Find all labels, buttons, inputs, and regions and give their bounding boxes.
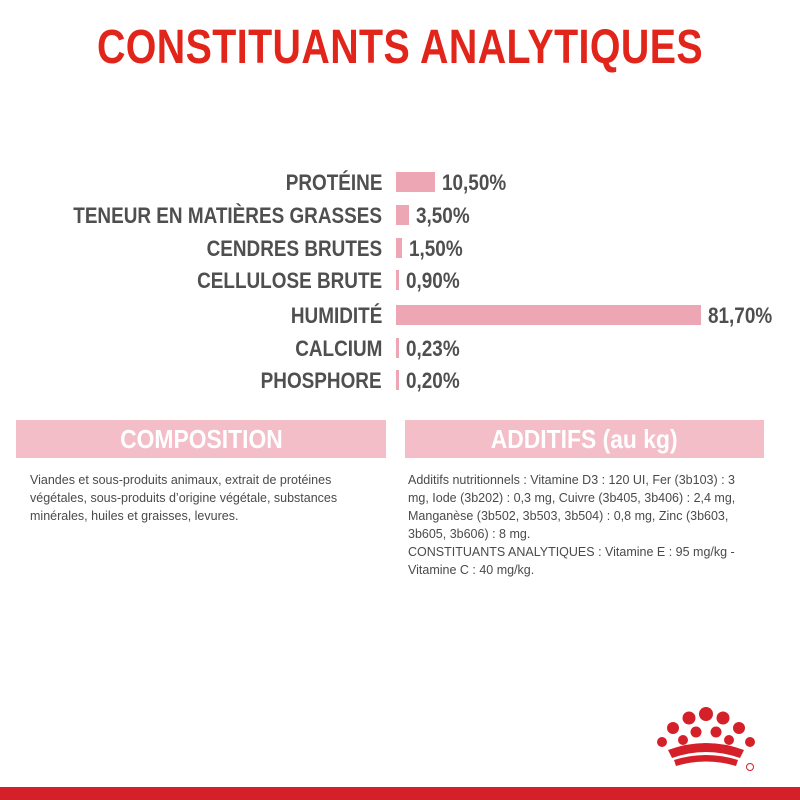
page-title: CONSTITUANTS ANALYTIQUES	[96, 21, 704, 74]
chart-row	[0, 301, 800, 331]
category-label: CELLULOSE BRUTE	[196, 268, 382, 293]
chart-row	[0, 234, 800, 264]
chart-row	[0, 266, 800, 296]
category-label: HUMIDITÉ	[290, 303, 382, 328]
composition-heading-label: COMPOSITION	[119, 424, 283, 454]
bar	[396, 205, 409, 225]
value-label: 3,50%	[416, 203, 470, 228]
chart-row	[0, 168, 800, 198]
additifs-heading	[405, 420, 764, 458]
value-label: 0,23%	[406, 336, 460, 361]
chart-row	[0, 201, 800, 231]
chart-row	[0, 334, 800, 364]
bar	[396, 338, 399, 358]
category-label: PROTÉINE	[285, 170, 382, 195]
additifs-constituants: CONSTITUANTS ANALYTIQUES : Vitamine E : 95 mg/kg - Vitamine C : 40 mg/kg.	[408, 545, 735, 577]
bottom-bar	[0, 787, 800, 800]
bar	[396, 238, 402, 258]
value-label: 10,50%	[442, 170, 507, 195]
category-label: CENDRES BRUTES	[206, 236, 382, 261]
value-label: 1,50%	[409, 236, 463, 261]
additifs-heading-label: ADDITIFS (au kg)	[491, 424, 678, 454]
composition-heading	[16, 420, 386, 458]
bar	[396, 270, 399, 290]
category-label: CALCIUM	[294, 336, 382, 361]
category-label: TENEUR EN MATIÈRES GRASSES	[73, 203, 382, 228]
bar	[396, 172, 435, 192]
value-label: 81,70%	[708, 303, 773, 328]
additifs-text	[408, 471, 753, 579]
additifs-nutritionnels: Additifs nutritionnels : Vitamine D3 : 120 UI, Fer (3b103) : 3 mg, Iode (3b202) : 0,3 mg, Cuivre (3b405, 3b406) : 2,4 mg, Manganèse (3b502, 3b503, 3b504) : 0,8 mg, Zinc (3b603, 3b605, 3b606) : 8 mg.	[408, 473, 736, 541]
crown-icon	[656, 706, 756, 772]
category-label: PHOSPHORE	[261, 368, 382, 393]
value-label: 0,90%	[406, 268, 460, 293]
bar	[396, 370, 399, 390]
bar	[396, 305, 701, 325]
chart-row	[0, 366, 800, 396]
composition-text: Viandes et sous-produits animaux, extrait de protéines végétales, sous-produits d’origine végétale, substances minérales, huiles et graisses, levures.	[30, 473, 338, 523]
value-label: 0,20%	[406, 368, 460, 393]
